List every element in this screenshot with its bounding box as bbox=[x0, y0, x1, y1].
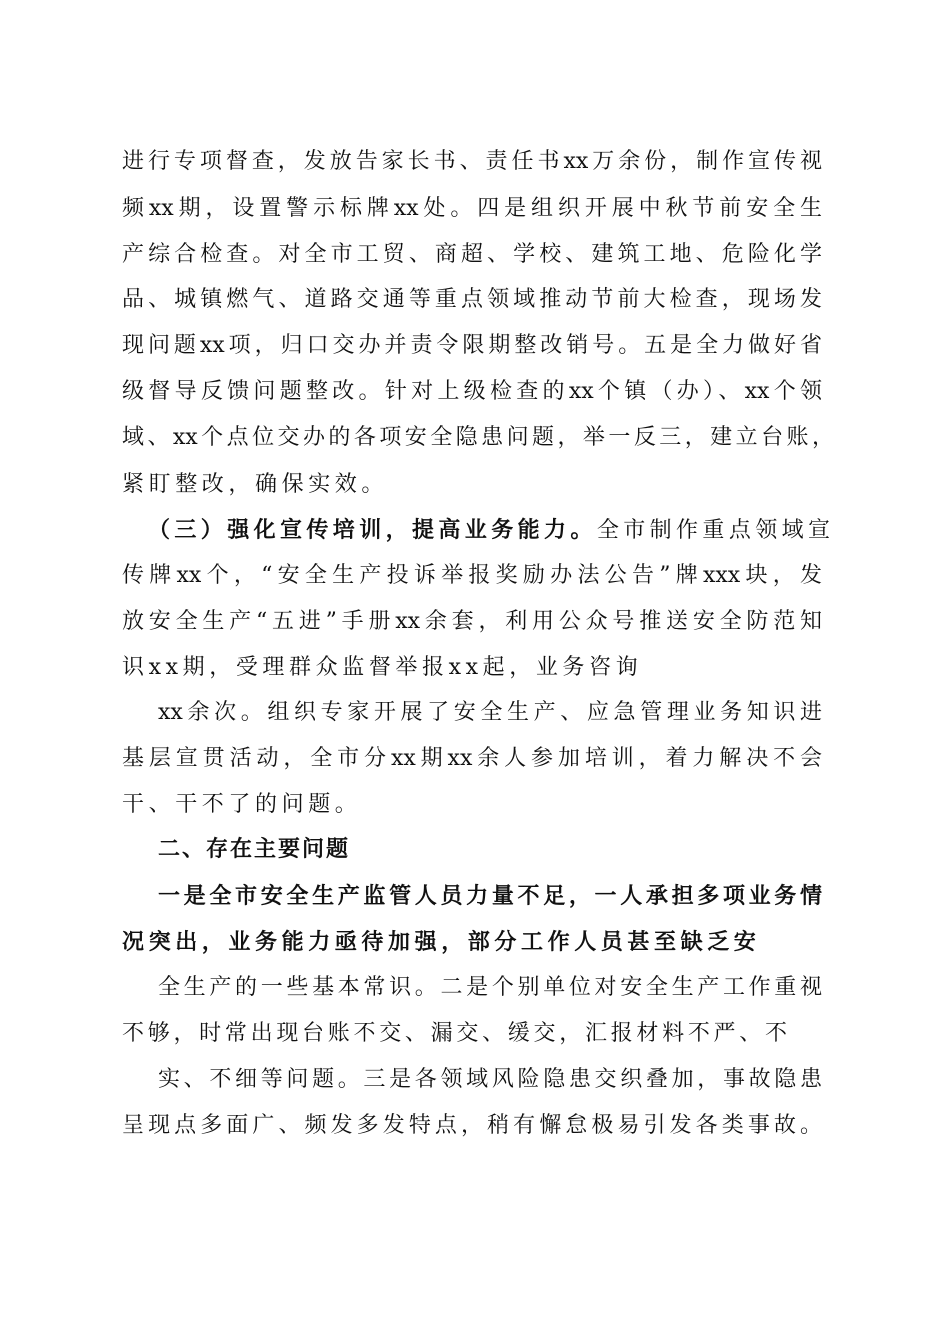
body-line: 况突出，业务能力亟待加强，部分工作人员甚至缺乏安 bbox=[122, 929, 761, 955]
body-line: 实、不细等问题。三是各领域风险隐患交织叠加，事故隐患 bbox=[158, 1067, 822, 1092]
body-line: 产综合检查。对全市工贸、商超、学校、建筑工地、危险化学 bbox=[122, 242, 822, 267]
body-line: 域、xx个点位交办的各项安全隐患问题，举一反三，建立台账， bbox=[122, 425, 834, 450]
body-text: 全市制作重点领域宣 bbox=[596, 518, 835, 543]
body-line: 识xx期，受理群众监督举报xx起，业务咨询 bbox=[122, 655, 643, 680]
body-line: 全生产的一些基本常识。二是个别单位对安全生产工作重视 bbox=[158, 975, 822, 1000]
body-line: xx余次。组织专家开展了安全生产、应急管理业务知识进 bbox=[158, 700, 822, 725]
body-line: 不够，时常出现台账不交、漏交、缓交，汇报材料不严、不 bbox=[122, 1021, 787, 1046]
body-line: 干、干不了的问题。 bbox=[122, 792, 362, 817]
body-line: 一是全市安全生产监管人员力量不足，一人承担多项业务情 bbox=[158, 883, 822, 909]
body-line: 传牌xx个，“安全生产投诉举报奖励办法公告”牌xxx块，发 bbox=[122, 563, 822, 588]
section-heading: 二、存在主要问题 bbox=[158, 837, 351, 862]
body-line: 放安全生产“五进”手册xx余套，利用公众号推送安全防范知 bbox=[122, 609, 822, 634]
body-line: 呈现点多面广、频发多发特点，稍有懈怠极易引发各类事故。 bbox=[122, 1113, 822, 1138]
body-line: 进行专项督查，发放告家长书、责任书xx万余份，制作宣传视 bbox=[122, 149, 822, 174]
body-line: 品、城镇燃气、道路交通等重点领域推动节前大检查，现场发 bbox=[122, 287, 822, 312]
section-paragraph-3 bbox=[148, 515, 834, 545]
body-line: 紧盯整改，确保实效。 bbox=[122, 472, 389, 497]
section-title-3: （三）强化宣传培训，提高业务能力。 bbox=[148, 517, 597, 543]
body-line: 频xx期，设置警示标牌xx处。四是组织开展中秋节前安全生 bbox=[122, 196, 822, 221]
body-line: 基层宣贯活动，全市分xx期xx余人参加培训，着力解决不会 bbox=[122, 746, 822, 771]
body-line: 现问题xx项，归口交办并责令限期整改销号。五是全力做好省 bbox=[122, 333, 822, 358]
body-line: 级督导反馈问题整改。针对上级检查的xx个镇（办）、xx个领 bbox=[122, 379, 822, 404]
